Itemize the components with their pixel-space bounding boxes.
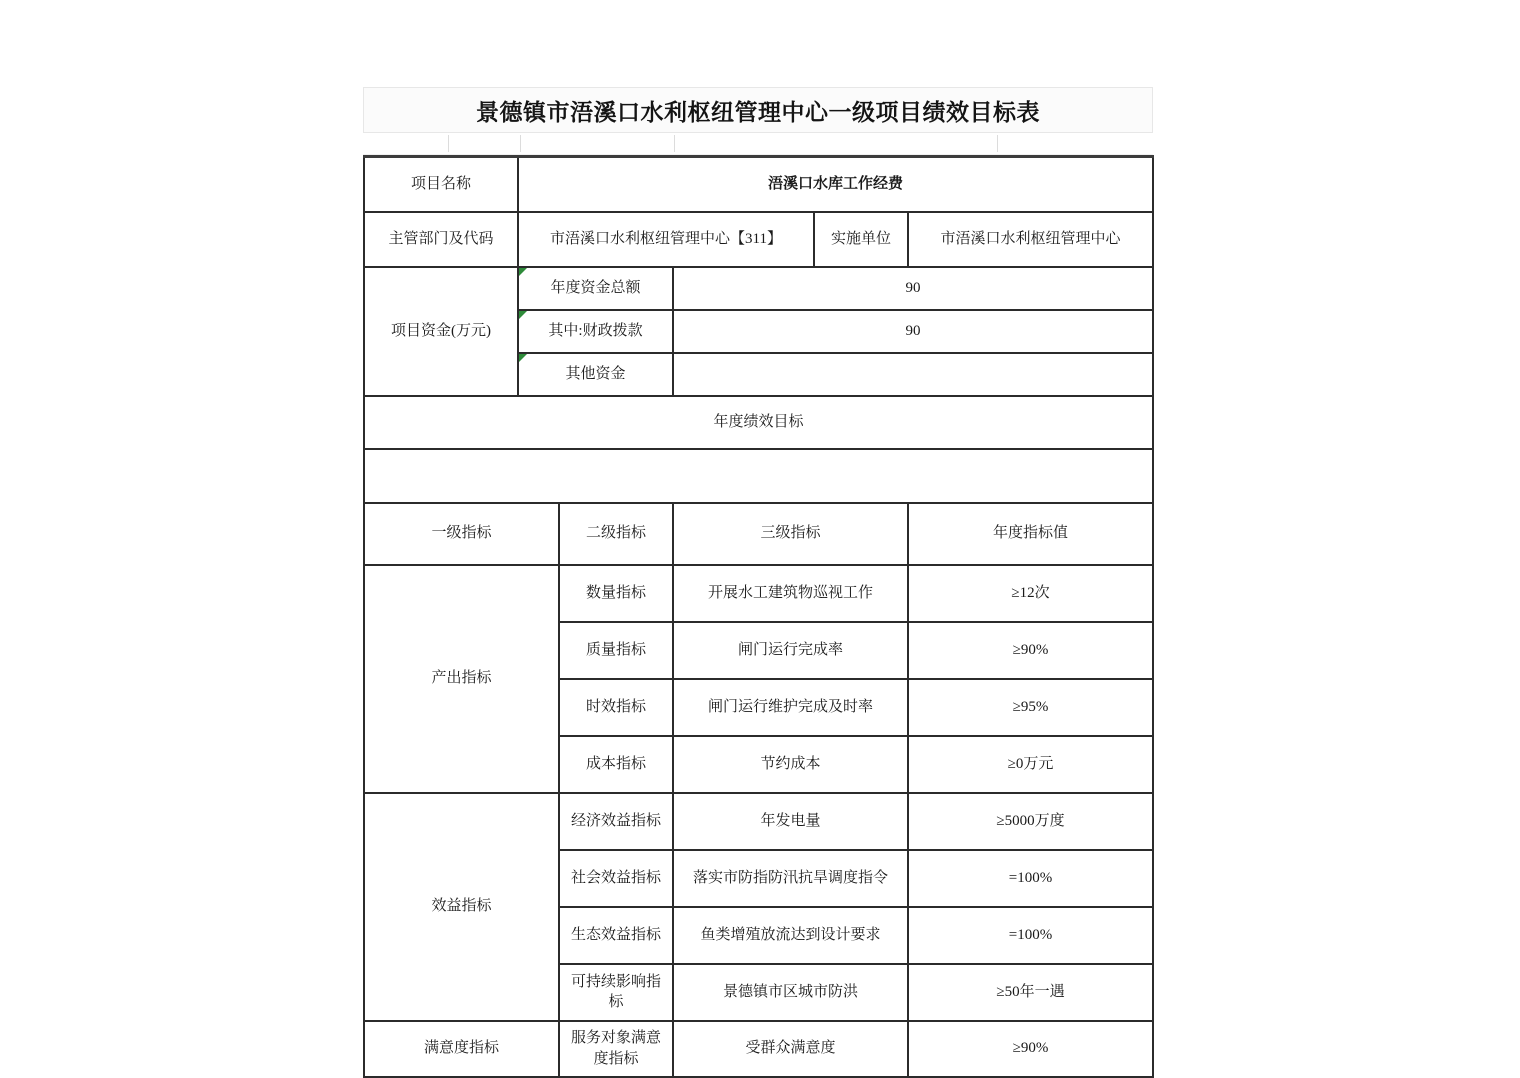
funds-label: 项目资金(万元) [364,267,518,396]
level2-indicator: 质量指标 [559,622,673,679]
level3-indicator: 节约成本 [673,736,908,793]
group-name-output: 产出指标 [364,565,559,793]
level2-indicator: 可持续影响指标 [559,964,673,1021]
project-name-label: 项目名称 [364,157,518,212]
funds-row-label [518,267,673,310]
level2-indicator: 经济效益指标 [559,793,673,850]
dept-value: 市浯溪口水利枢纽管理中心【311】 [518,212,814,267]
level3-indicator: 落实市防指防汛抗旱调度指令 [673,850,908,907]
page-title: 景德镇市浯溪口水利枢纽管理中心一级项目绩效目标表 [476,99,1040,125]
level3-indicator: 年发电量 [673,793,908,850]
funds-row-label-text: 其他资金 [565,365,626,382]
level2-indicator: 社会效益指标 [559,850,673,907]
level2-indicator: 服务对象满意度指标 [559,1021,673,1077]
dept-label: 主管部门及代码 [364,212,518,267]
level2-indicator: 成本指标 [559,736,673,793]
gridline [997,135,998,152]
level2-indicator: 生态效益指标 [559,907,673,964]
spreadsheet-gap-row [363,133,1153,155]
funds-row-value: 90 [673,267,1153,310]
annual-indicator-value: =100% [908,907,1153,964]
excel-flag-icon [519,354,527,362]
impl-unit-value: 市浯溪口水利枢纽管理中心 [908,212,1153,267]
annual-indicator-value: ≥95% [908,679,1153,736]
col-header-level3: 三级指标 [673,503,908,565]
level3-indicator: 闸门运行维护完成及时率 [673,679,908,736]
annual-indicator-value: ≥90% [908,622,1153,679]
gridline [448,135,449,152]
level3-indicator: 鱼类增殖放流达到设计要求 [673,907,908,964]
level3-indicator: 开展水工建筑物巡视工作 [673,565,908,622]
group-name-benefit: 效益指标 [364,793,559,1021]
funds-row-label [518,310,673,353]
gridline [520,135,521,152]
group-name-satisfaction: 满意度指标 [364,1021,559,1077]
excel-flag-icon [519,311,527,319]
impl-unit-label: 实施单位 [814,212,908,267]
funds-row-value: 90 [673,310,1153,353]
empty-row [364,449,1153,503]
funds-row-label-text: 年度资金总额 [550,279,641,296]
annual-indicator-value: ≥90% [908,1021,1153,1077]
project-name-value: 浯溪口水库工作经费 [518,157,1153,212]
annual-indicator-value: ≥0万元 [908,736,1153,793]
level3-indicator: 景德镇市区城市防洪 [673,964,908,1021]
funds-row-value [673,353,1153,396]
performance-table [363,155,1154,1078]
annual-indicator-value: ≥5000万度 [908,793,1153,850]
col-header-level2: 二级指标 [559,503,673,565]
funds-row-label [518,353,673,396]
level3-indicator: 受群众满意度 [673,1021,908,1077]
level3-indicator: 闸门运行完成率 [673,622,908,679]
level2-indicator: 数量指标 [559,565,673,622]
level2-indicator: 时效指标 [559,679,673,736]
col-header-level1: 一级指标 [364,503,559,565]
gridline [674,135,675,152]
performance-target-sheet [363,87,1153,1078]
funds-row-label-text: 其中:财政拨款 [548,322,643,339]
document-title-bar [363,87,1153,133]
annual-target-banner: 年度绩效目标 [364,396,1153,449]
col-header-annual-value: 年度指标值 [908,503,1153,565]
annual-indicator-value: =100% [908,850,1153,907]
annual-indicator-value: ≥50年一遇 [908,964,1153,1021]
annual-indicator-value: ≥12次 [908,565,1153,622]
excel-flag-icon [519,268,527,276]
